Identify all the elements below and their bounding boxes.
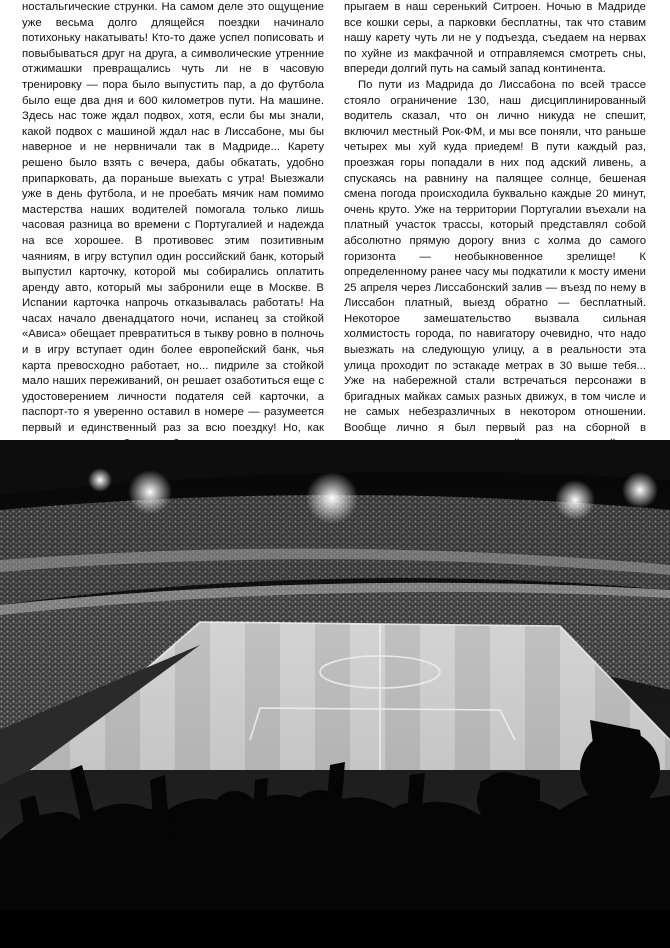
paragraph: прыгаем в наш серенький Ситроен. Ночью в Мадриде все кошки серы, а парковки бесплатны, так что ставим нашу карету чуть ли не у подъезда, съедаем на нервах по хуйне из макфачной и отправляемся смотреть сны, впереди долгий путь на самый запад континента. bbox=[344, 1, 646, 76]
paragraph: ностальгические струнки. На самом деле это ощущение уже весьма долго длящейся поездки начинало потихоньку накатывать! Кто-то даже успел пописовать и повыбываться друг на друга, а символические утренние отжимашки превращались чуть ли не в часовую тренировку — пора было выпустить пар, а до футбола было еще два дня и 600 километров пути. На машине. Здесь нас тоже ждал подвох, хотя, если бы мы знали, какой подвох с машиной ждал нас в Лиссабоне, мы бы наверное и не нервничали так в Мадриде... Карету решено было взять с вечера, дабы обкатать, удобно припарковать, да пораньше выехать с утра! Выезжали уже в день футбола, и не проебать мячик нам помимо мастерства наших водителей помогала только лишь часовая разница во времени с Португалией и надежда на все хорошее. В противовес этим позитивным чаяниям, в игру вступил один российский банк, который выпустил карточку, которой мы собирались оплатить аренду авто, который мы забронили еще в Москве. В Испании карточка напрочь отказывалась работать! На часах начало двенадцатого ночи, испанец за стойкой «Ависа» обещает превратиться в тыкву ровно в полночь и в игру вступает один более европейский банк, чья карта превосходно работает, но... пидриле за стойкой мало наших переживаний, он решает озаботиться еще с удостоверением личности подателя сей карточки, а паспорт-то я уверенно оставил в номере — разумеется первый и единственный раз за всю поездку! Но, как bbox=[22, 1, 324, 435]
text-column-right bbox=[344, 0, 646, 435]
stadium-photo bbox=[0, 440, 670, 948]
text-column-left bbox=[22, 0, 324, 435]
article-text bbox=[22, 0, 646, 435]
paragraph: По пути из Мадрида до Лиссабона по всей трассе стояло ограничение 130, наш дисциплинированный водитель сказал, что он лично никуда не спешит, включил местный Рок-ФМ, и мы все поняли, что раньше четырех мы хуй куда приедем! В пути каждый раз, проезжая горы попадали в них под адский ливень, а спускаясь на равнину на палящее солнце, бешеная смена погода происходила буквально каждые 20 минут, очень круто. Уже на территории Португалии въехали на платный участок трассы, который представлял собой абсолютно прямую дорогу вниз с холма до самого горизонта — необыкновенное зрелище! К определенному ранее часу мы подкатили к мосту имени 25 апреля через Лиссабонский залив — въезд по нему в Лиссабон платный, выезд обратно — бесплатный. Некоторое замешательство вызвала сильная холмистость города, по навигатору очевидно, что надо выезжать на следующую улицу, а в реальности эта улица проходит по эстакаде метрах в 30 выше тебя... Уже на набережной стали встречаться персонажи в бригадных майках самых разных движух, в том числе и не самых небезразличных в некотором отношении. Вообще лично я был первый раз на сборной в bbox=[344, 78, 646, 435]
